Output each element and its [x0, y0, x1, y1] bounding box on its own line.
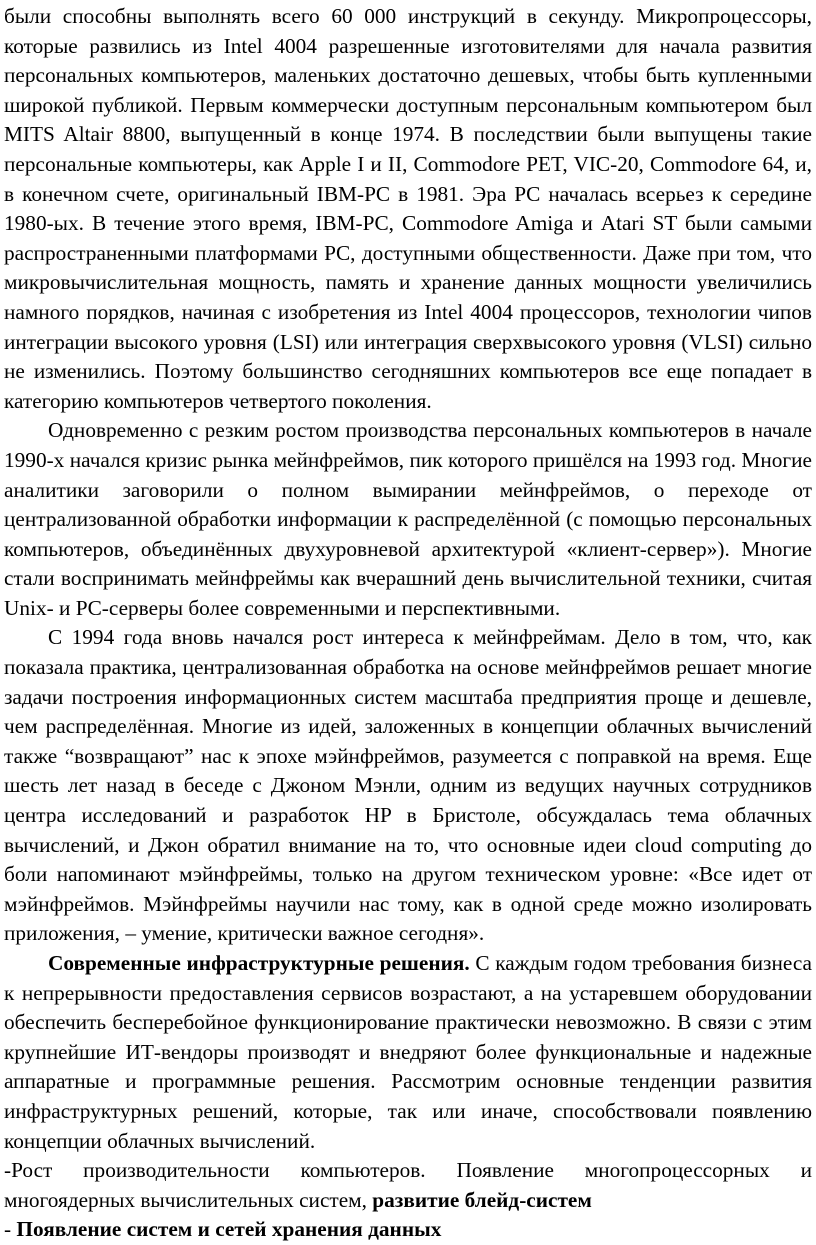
paragraph-infrastructure-solutions — [4, 949, 812, 1156]
list-item-storage-text: Появление систем и сетей хранения данных — [16, 1217, 442, 1242]
paragraph-mainframe-revival: С 1994 года вновь начался рост интереса к мейнфреймам. Дело в том, что, как показала практика, централизованная обработка на основе мейнфреймов решает многие задачи построения информационных систем масштаба предприятия проще и дешевле, чем распределённая. Многие из идей, заложенных в концепции облачных вычислений также “возвращают” нас к эпохе мэйнфреймов, разумеется с поправкой на время. Еще шесть лет назад в беседе с Джоном Мэнли, одним из ведущих научных сотрудников центра исследований и разработок HP в Бристоле, обсуждалась тема облачных вычислений, и Джон обратил внимание на то, что основные идеи cloud computing до боли напоминают мэйнфреймы, только на другом техническом уровне: «Все идет от мэйнфреймов. Мэйнфреймы научили нас тому, как в одной среде можно изолировать приложения, – умение, критически важное сегодня». — [4, 625, 812, 946]
paragraph-mainframe-crisis: Одновременно с резким ростом производства персональных компьютеров в начале 1990-х начался кризис рынка мейнфреймов, пик которого пришёлся на 1993 год. Многие аналитики заговорили о полном вымирании мейнфреймов, о переходе от централизованной обработки информации к распределённой (с помощью персональных компьютеров, объединённых двухуровневой архитектурой «клиент-сервер»). Многие стали воспринимать мейнфреймы как вчерашний день вычислительной техники, считая Unix- и PC-серверы более современными и перспективными. — [4, 418, 812, 620]
list-item-storage-prefix: - — [4, 1217, 17, 1242]
list-item-blade-systems: развитие блейд-систем — [372, 1187, 592, 1212]
paragraph-microprocessors: были способны выполнять всего 60 000 инструкций в секунду. Микропроцессоры, которые развились из Intel 4004 разрешенные изготовителями для начала развития персональных компьютеров, маленьких достаточно дешевых, чтобы быть купленными широкой публикой. Первым коммерчески доступным персональным компьютером был MITS Altair 8800, выпущенный в конце 1974. В последствии были выпущены такие персональные компьютеры, как Apple I и II, Commodore PET, VIC-20, Commodore 64, и, в конечном счете, оригинальный IBM-PC в 1981. Эра PC началась всерьез к середине 1980-ых. В течение этого время, IBM-PC, Commodore Amiga и Atari ST были самыми распространенными платформами PC, доступными общественности. Даже при том, что микровычислительная мощность, память и хранение данных мощности увеличились намного порядков, начиная с изобретения из Intel 4004 процессоров, технологии чипов интеграции высокого уровня (LSI) или интеграция сверхвысокого уровня (VLSI) сильно не изменились. Поэтому большинство сегодняшних компьютеров все еще попадает в категорию компьютеров четвертого поколения. — [4, 4, 812, 413]
section-heading-infrastructure: Современные инфраструктурные решения. — [48, 951, 470, 975]
list-item-performance-text: -Рост производительности компьютеров. Появление многопроцессорных и многоядерных вычислительных систем, — [4, 1158, 812, 1212]
paragraph-infrastructure-text: С каждым годом требования бизнеса к непрерывности предоставления сервисов возрастают, а на устаревшем оборудовании обеспечить бесперебойное функционирование практически невозможно. В связи с этим крупнейшие ИТ-вендоры производят и внедряют более функциональные и надежные аппаратные и программные решения. Рассмотрим основные тенденции развития инфраструктурных решений, которые, так или иначе, способствовали появлению концепции облачных вычислений. — [4, 951, 812, 1153]
list-item-storage-systems — [4, 1215, 812, 1245]
list-item-performance-growth — [4, 1156, 812, 1215]
